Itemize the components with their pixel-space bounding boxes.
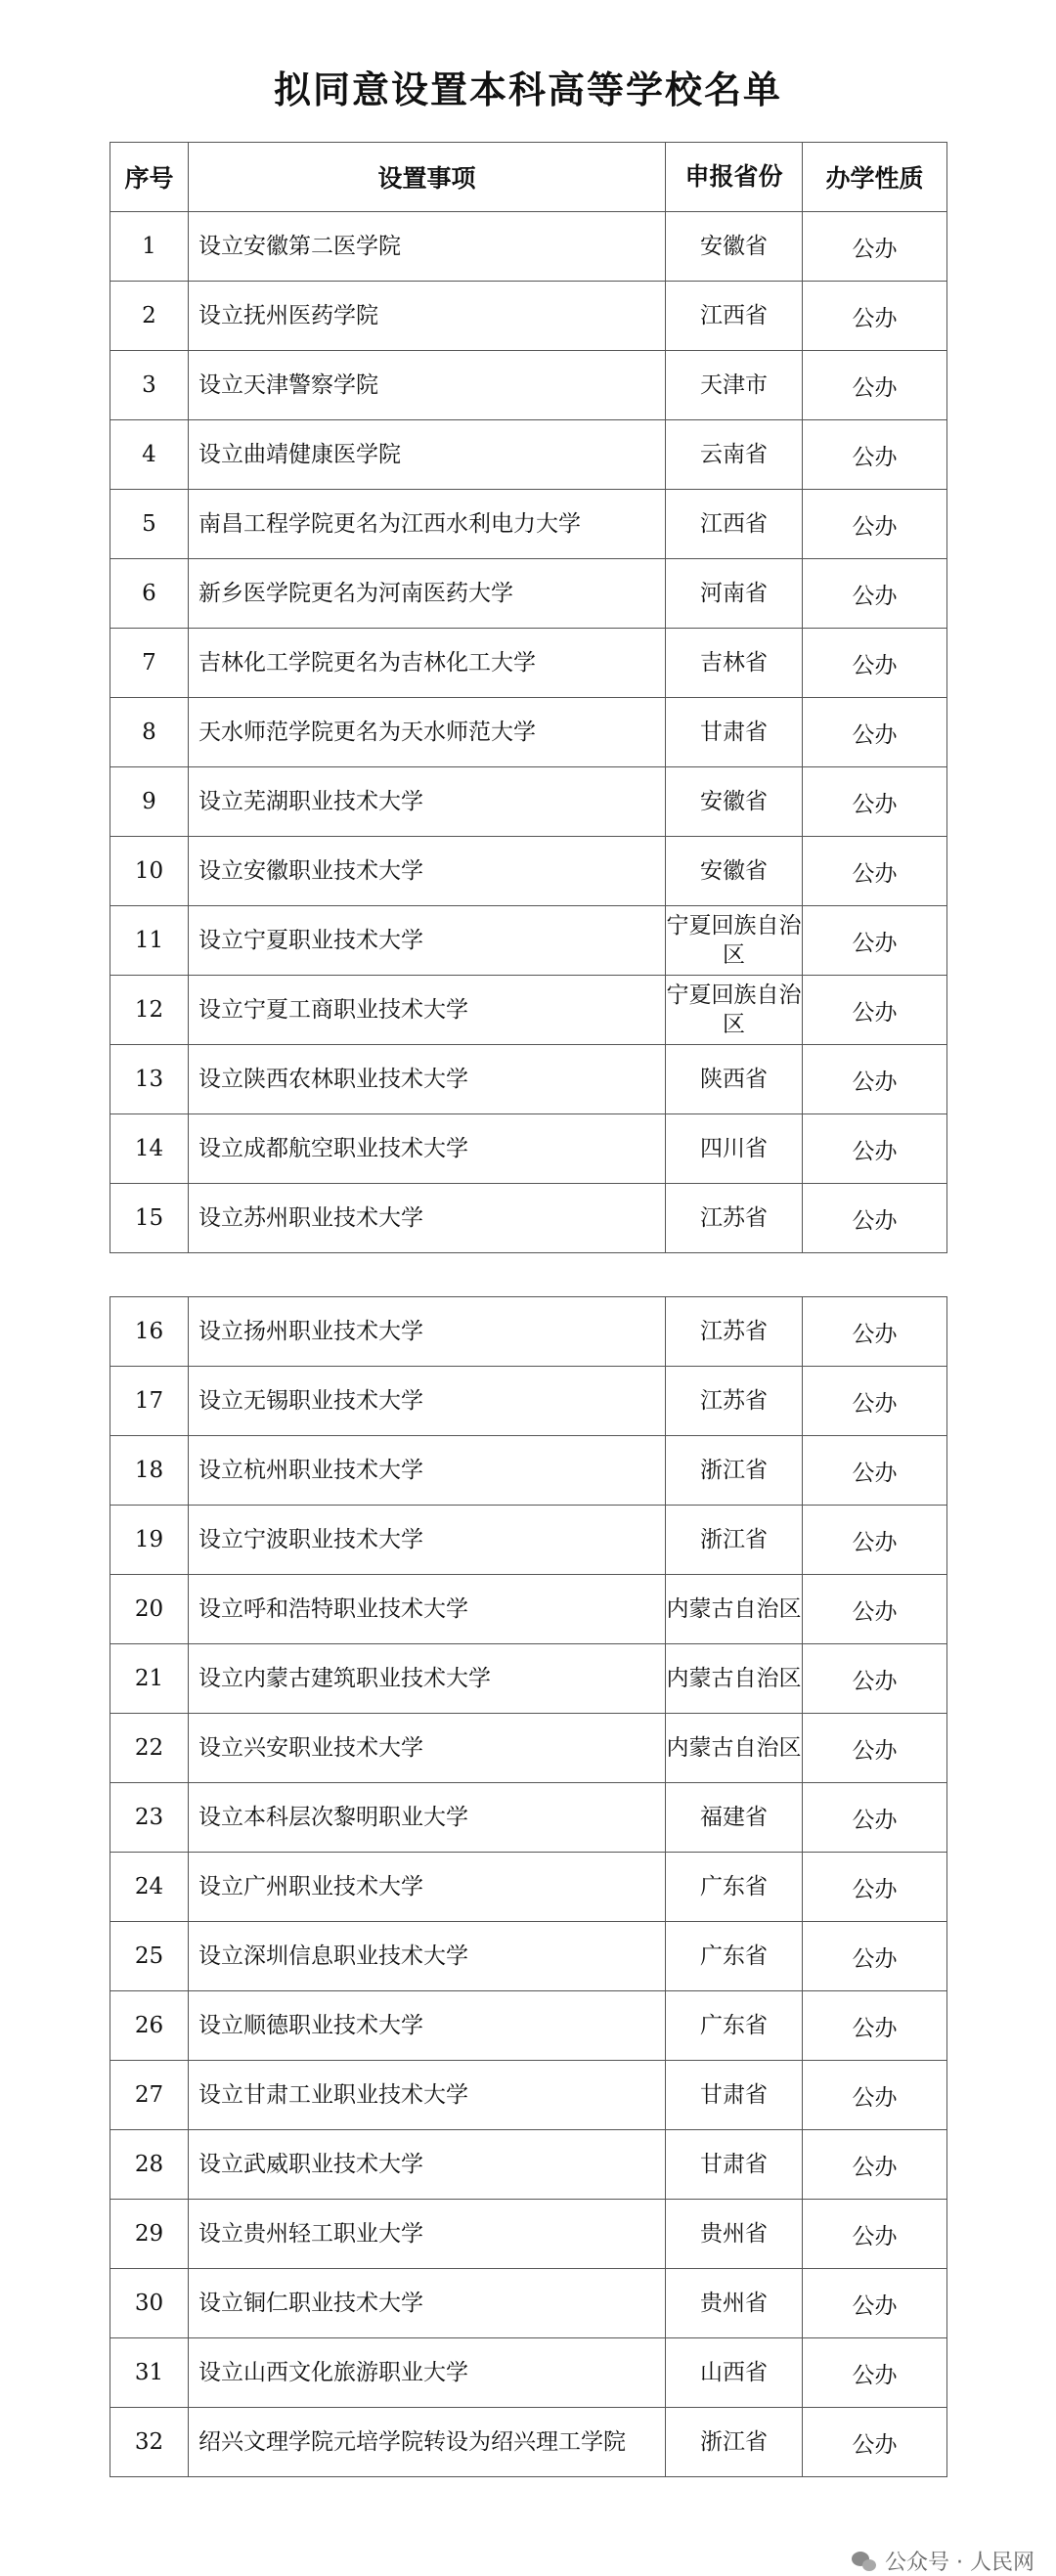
cell-no: 14 [110,1114,189,1184]
cell-no: 30 [110,2269,189,2338]
table-header-row [110,143,947,212]
cell-province: 安徽省 [666,837,803,906]
table-row [110,2200,947,2269]
cell-no: 29 [110,2200,189,2269]
cell-no: 3 [110,351,189,420]
cell-item: 设立抚州医药学院 [189,282,666,351]
cell-nature: 公办 [803,2130,947,2200]
cell-province: 广东省 [666,1922,803,1991]
cell-no: 13 [110,1045,189,1114]
cell-province: 江苏省 [666,1184,803,1253]
cell-nature: 公办 [803,698,947,767]
cell-nature: 公办 [803,1114,947,1184]
cell-province: 贵州省 [666,2200,803,2269]
cell-nature: 公办 [803,767,947,837]
cell-no: 12 [110,976,189,1045]
wechat-icon [852,2551,877,2572]
cell-item: 设立曲靖健康医学院 [189,420,666,490]
cell-no: 9 [110,767,189,837]
table-row [110,1297,947,1367]
table-row [110,1367,947,1436]
table-row [110,1714,947,1783]
cell-no: 18 [110,1436,189,1506]
table-row [110,1184,947,1253]
cell-province: 山西省 [666,2338,803,2408]
cell-no: 28 [110,2130,189,2200]
cell-item: 设立呼和浩特职业技术大学 [189,1575,666,1644]
table-row [110,559,947,629]
cell-item: 设立宁夏职业技术大学 [189,906,666,976]
table-row [110,767,947,837]
cell-nature: 公办 [803,559,947,629]
cell-province: 安徽省 [666,767,803,837]
table-row [110,906,947,976]
table-row [110,1783,947,1853]
cell-nature: 公办 [803,282,947,351]
cell-no: 24 [110,1853,189,1922]
cell-nature: 公办 [803,2269,947,2338]
table-row [110,976,947,1045]
header-province: 申报省份 [666,143,803,212]
cell-province: 广东省 [666,1991,803,2061]
cell-item: 设立宁波职业技术大学 [189,1506,666,1575]
cell-province: 甘肃省 [666,698,803,767]
header-no: 序号 [110,143,189,212]
cell-province: 吉林省 [666,629,803,698]
table-row [110,2061,947,2130]
cell-no: 6 [110,559,189,629]
cell-no: 11 [110,906,189,976]
cell-province: 甘肃省 [666,2061,803,2130]
cell-province: 陕西省 [666,1045,803,1114]
cell-nature: 公办 [803,1922,947,1991]
cell-item: 设立深圳信息职业技术大学 [189,1922,666,1991]
cell-nature: 公办 [803,1436,947,1506]
cell-item: 设立武威职业技术大学 [189,2130,666,2200]
cell-nature: 公办 [803,420,947,490]
cell-province: 江西省 [666,282,803,351]
cell-no: 21 [110,1644,189,1714]
cell-nature: 公办 [803,2200,947,2269]
cell-nature: 公办 [803,976,947,1045]
table-row [110,420,947,490]
cell-nature: 公办 [803,1783,947,1853]
cell-no: 31 [110,2338,189,2408]
table-row [110,1436,947,1506]
cell-item: 设立铜仁职业技术大学 [189,2269,666,2338]
cell-item: 设立贵州轻工职业大学 [189,2200,666,2269]
cell-province: 浙江省 [666,1506,803,1575]
table-row [110,1922,947,1991]
cell-province: 云南省 [666,420,803,490]
cell-item: 设立安徽职业技术大学 [189,837,666,906]
cell-nature: 公办 [803,351,947,420]
cell-province: 江苏省 [666,1297,803,1367]
table-row [110,1114,947,1184]
cell-province: 江西省 [666,490,803,559]
cell-province: 内蒙古自治区 [666,1714,803,1783]
cell-nature: 公办 [803,490,947,559]
cell-nature: 公办 [803,1045,947,1114]
table-row [110,629,947,698]
cell-province: 四川省 [666,1114,803,1184]
cell-province: 宁夏回族自治区 [666,906,803,976]
cell-nature: 公办 [803,1297,947,1367]
cell-province: 贵州省 [666,2269,803,2338]
cell-item: 天水师范学院更名为天水师范大学 [189,698,666,767]
cell-no: 25 [110,1922,189,1991]
cell-item: 设立杭州职业技术大学 [189,1436,666,1506]
table-row [110,837,947,906]
table-row [110,2269,947,2338]
cell-item: 绍兴文理学院元培学院转设为绍兴理工学院 [189,2408,666,2477]
cell-item: 设立甘肃工业职业技术大学 [189,2061,666,2130]
cell-item: 设立山西文化旅游职业大学 [189,2338,666,2408]
table-row [110,1506,947,1575]
cell-province: 甘肃省 [666,2130,803,2200]
header-item: 设置事项 [189,143,666,212]
cell-no: 2 [110,282,189,351]
cell-province: 内蒙古自治区 [666,1644,803,1714]
cell-province: 广东省 [666,1853,803,1922]
school-list-table-part-2 [110,1296,947,2477]
cell-nature: 公办 [803,837,947,906]
table-row [110,698,947,767]
cell-item: 设立陕西农林职业技术大学 [189,1045,666,1114]
cell-no: 10 [110,837,189,906]
cell-nature: 公办 [803,1367,947,1436]
cell-no: 16 [110,1297,189,1367]
cell-province: 安徽省 [666,212,803,282]
cell-nature: 公办 [803,629,947,698]
cell-province: 江苏省 [666,1367,803,1436]
table-row [110,282,947,351]
cell-no: 8 [110,698,189,767]
cell-item: 设立内蒙古建筑职业技术大学 [189,1644,666,1714]
cell-nature: 公办 [803,2061,947,2130]
cell-no: 19 [110,1506,189,1575]
cell-no: 23 [110,1783,189,1853]
cell-province: 福建省 [666,1783,803,1853]
cell-no: 20 [110,1575,189,1644]
cell-province: 河南省 [666,559,803,629]
cell-item: 设立宁夏工商职业技术大学 [189,976,666,1045]
cell-item: 设立兴安职业技术大学 [189,1714,666,1783]
page-title: 拟同意设置本科高等学校名单 [273,67,782,111]
cell-item: 设立成都航空职业技术大学 [189,1114,666,1184]
cell-item: 设立广州职业技术大学 [189,1853,666,1922]
table-row [110,1853,947,1922]
cell-no: 17 [110,1367,189,1436]
school-list-table-part-1 [110,142,947,1253]
table-row [110,2130,947,2200]
header-nature: 办学性质 [803,143,947,212]
cell-item: 设立天津警察学院 [189,351,666,420]
table-row [110,1045,947,1114]
table-row [110,2338,947,2408]
cell-no: 22 [110,1714,189,1783]
cell-item: 设立顺德职业技术大学 [189,1991,666,2061]
cell-item: 新乡医学院更名为河南医药大学 [189,559,666,629]
table-row [110,351,947,420]
cell-nature: 公办 [803,1506,947,1575]
table-row [110,212,947,282]
table-row [110,1575,947,1644]
cell-nature: 公办 [803,1644,947,1714]
cell-province: 天津市 [666,351,803,420]
table-row [110,490,947,559]
cell-item: 设立本科层次黎明职业大学 [189,1783,666,1853]
watermark-text: 公众号 · 人民网 [885,2551,1034,2575]
cell-nature: 公办 [803,906,947,976]
cell-no: 7 [110,629,189,698]
table-row [110,1644,947,1714]
cell-nature: 公办 [803,2408,947,2477]
table-row [110,1991,947,2061]
cell-item: 设立扬州职业技术大学 [189,1297,666,1367]
cell-item: 南昌工程学院更名为江西水利电力大学 [189,490,666,559]
cell-no: 1 [110,212,189,282]
cell-no: 4 [110,420,189,490]
cell-province: 浙江省 [666,1436,803,1506]
cell-nature: 公办 [803,1714,947,1783]
cell-no: 27 [110,2061,189,2130]
cell-no: 26 [110,1991,189,2061]
cell-province: 内蒙古自治区 [666,1575,803,1644]
table-body-part-1 [110,212,947,1253]
cell-nature: 公办 [803,1853,947,1922]
cell-item: 设立无锡职业技术大学 [189,1367,666,1436]
cell-no: 32 [110,2408,189,2477]
cell-nature: 公办 [803,2338,947,2408]
cell-item: 设立苏州职业技术大学 [189,1184,666,1253]
cell-nature: 公办 [803,212,947,282]
cell-nature: 公办 [803,1575,947,1644]
table-row [110,2408,947,2477]
table-body-part-2 [110,1297,947,2477]
cell-item: 设立芜湖职业技术大学 [189,767,666,837]
cell-no: 5 [110,490,189,559]
watermark [852,2546,1034,2576]
cell-no: 15 [110,1184,189,1253]
cell-item: 吉林化工学院更名为吉林化工大学 [189,629,666,698]
cell-nature: 公办 [803,1184,947,1253]
cell-province: 浙江省 [666,2408,803,2477]
cell-nature: 公办 [803,1991,947,2061]
cell-item: 设立安徽第二医学院 [189,212,666,282]
cell-province: 宁夏回族自治区 [666,976,803,1045]
